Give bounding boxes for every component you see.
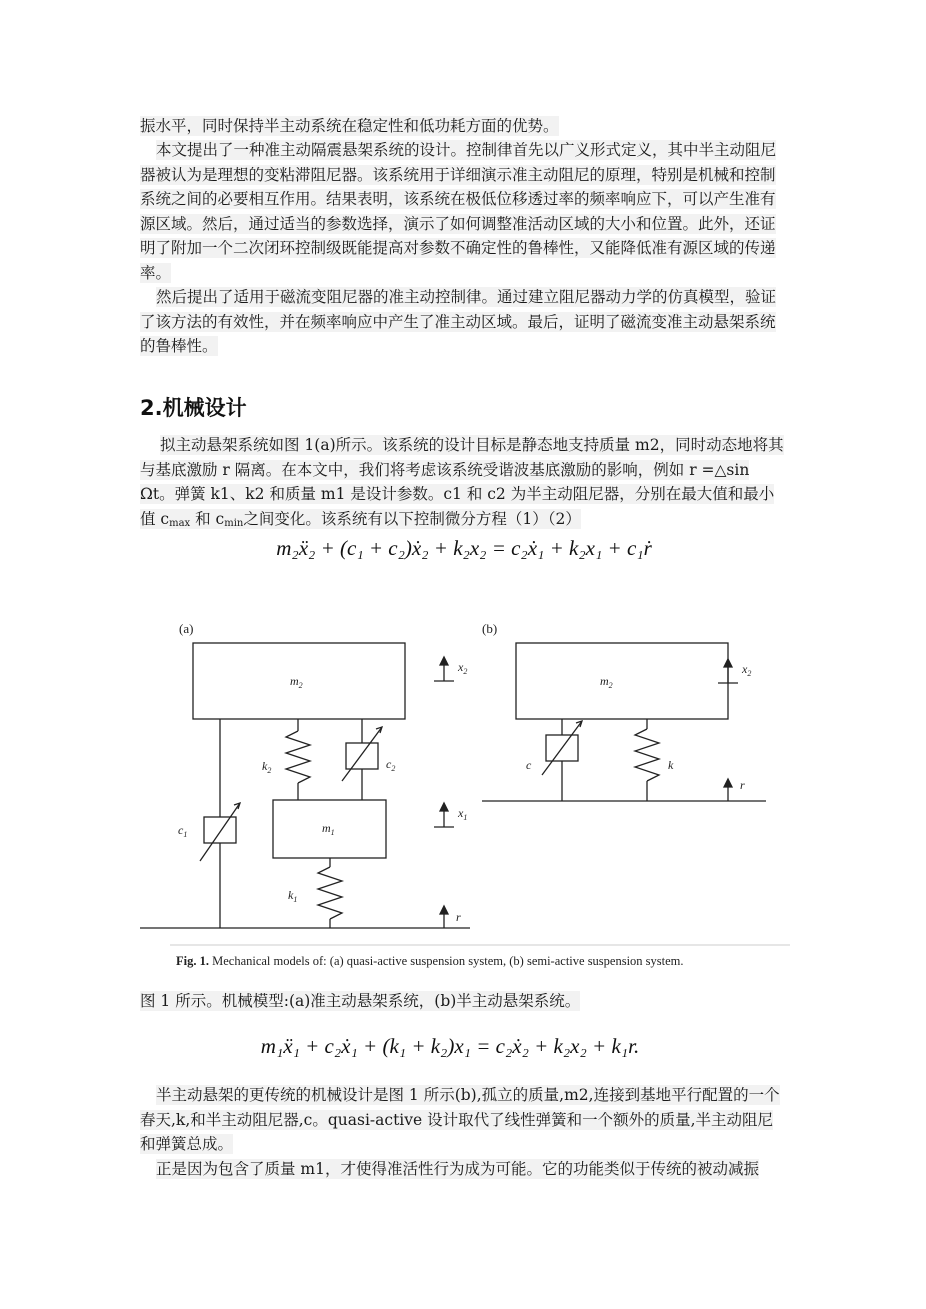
figure-caption-en: Fig. 1. Mechanical models of: (a) quasi-active suspension system, (b) semi-active suspension system. [176, 954, 684, 968]
paragraph-3-text: 拟主动悬架系统如图 1(a)所示。该系统的设计目标是静态地支持质量 m2，同时动态地将其与基底激励 r 隔离。在本文中，我们将考虑该系统受谐波基底激励的影响，例如 r =△sin Ωt。弹簧 k1、k2 和质量 m1 是设计参数。c1 和 c2 为半主动阻尼器，分别在最大值和最小值 $c_{max}$ 和 $c_{min}$之间变化。该系统有以下控制微分方程（1）（2） [140, 436, 784, 529]
svg-text:m2: $m_2$ [290, 674, 303, 690]
svg-text:x2: $x_2$ [742, 662, 752, 678]
label-x2-a: x [458, 660, 464, 674]
label-k-b: k [668, 758, 674, 772]
figure-1-drawing [140, 605, 790, 977]
svg-text:c2: $c_2$ [386, 757, 396, 773]
spring-k2 [286, 731, 310, 783]
paragraph-0: 振水平，同时保持半主动系统在稳定性和低功耗方面的优势。 [140, 117, 559, 135]
mass-m2-b [516, 643, 728, 719]
svg-text:x1: $x_1$ [458, 806, 468, 822]
panel-a-label: (a) [179, 621, 194, 636]
svg-text:k2: $k_2$ [262, 759, 272, 775]
label-m2: m [290, 674, 299, 688]
damper-c1 [204, 817, 236, 843]
label-k2: k [262, 759, 268, 773]
label-m2-b: m [600, 674, 609, 688]
paragraph-3 [140, 433, 788, 536]
panel-b-label: (b) [482, 621, 498, 636]
label-x2-b: x [742, 662, 748, 676]
label-x1-a: x [458, 806, 464, 820]
paragraph-1: 本文提出了一种准主动隔震悬架系统的设计。控制律首先以广义形式定义，其中半主动阻尼器被认为是理想的变粘滞阻尼器。该系统用于详细演示准主动阻尼的原理，特别是机械和控制系统之间的必要相互作用。结果表明，该系统在极低位移透过率的频率响应下，可以产生准有源区域。然后，通过适当的参数选择，演示了如何调整准活动区域的大小和位置。此外，还证明了附加一个二次闭环控制级既能提高对参数不确定性的鲁棒性，又能降低准有源区域的传递率。 [140, 141, 777, 282]
label-r-a: r [456, 910, 461, 924]
label-r-b: r [740, 778, 745, 792]
paragraph-2: 然后提出了适用于磁流变阻尼器的准主动控制律。通过建立阻尼器动力学的仿真模型，验证了该方法的有效性，并在频率响应中产生了准主动区域。最后，证明了磁流变准主动悬架系统的鲁棒性。 [140, 288, 777, 355]
figure-caption-cn: 图 1 所示。机械模型:(a)准主动悬架系统，(b)半主动悬架系统。 [140, 992, 581, 1010]
label-c2: c [386, 757, 392, 771]
section-heading: 2.机械设计 [140, 396, 247, 420]
paragraph-5: 正是因为包含了质量 m1，才使得准活性行为成为可能。它的功能类似于传统的被动减振 [156, 1160, 759, 1178]
spring-k-b [635, 729, 659, 781]
damper-c2 [346, 743, 378, 769]
svg-text:k1: $k_1$ [288, 888, 298, 904]
svg-text:m1: $m_1$ [322, 821, 335, 837]
label-k1: k [288, 888, 294, 902]
svg-text:m2: $m_2$ [600, 674, 613, 690]
label-c1: c [178, 823, 184, 837]
spring-k1 [318, 867, 342, 919]
label-c-b: c [526, 758, 532, 772]
svg-text:c1: $c_1$ [178, 823, 188, 839]
svg-text:x2: $x_2$ [458, 660, 468, 676]
figure-1 [140, 605, 790, 977]
label-m1: m [322, 821, 331, 835]
paragraph-4: 半主动悬架的更传统的机械设计是图 1 所示(b),孤立的质量,m2,连接到基地平行配置的一个春天,k,和半主动阻尼器,c。quasi-active 设计取代了线性弹簧和一个额外的质量,半主动阻尼和弹簧总成。 [140, 1086, 780, 1153]
equation-2: m₁ẍ₁ + c₂ẋ₁ + (k₁ + k₂)x₁ = c₂ẋ₂ + k₂x₂ + k₁r. [260, 1034, 640, 1058]
equation-1: m₂ẍ₂ + (c₁ + c₂)ẋ₂ + k₂x₂ = c₂ẋ₁ + k₂x₁ + c₁ṙ [276, 536, 652, 560]
